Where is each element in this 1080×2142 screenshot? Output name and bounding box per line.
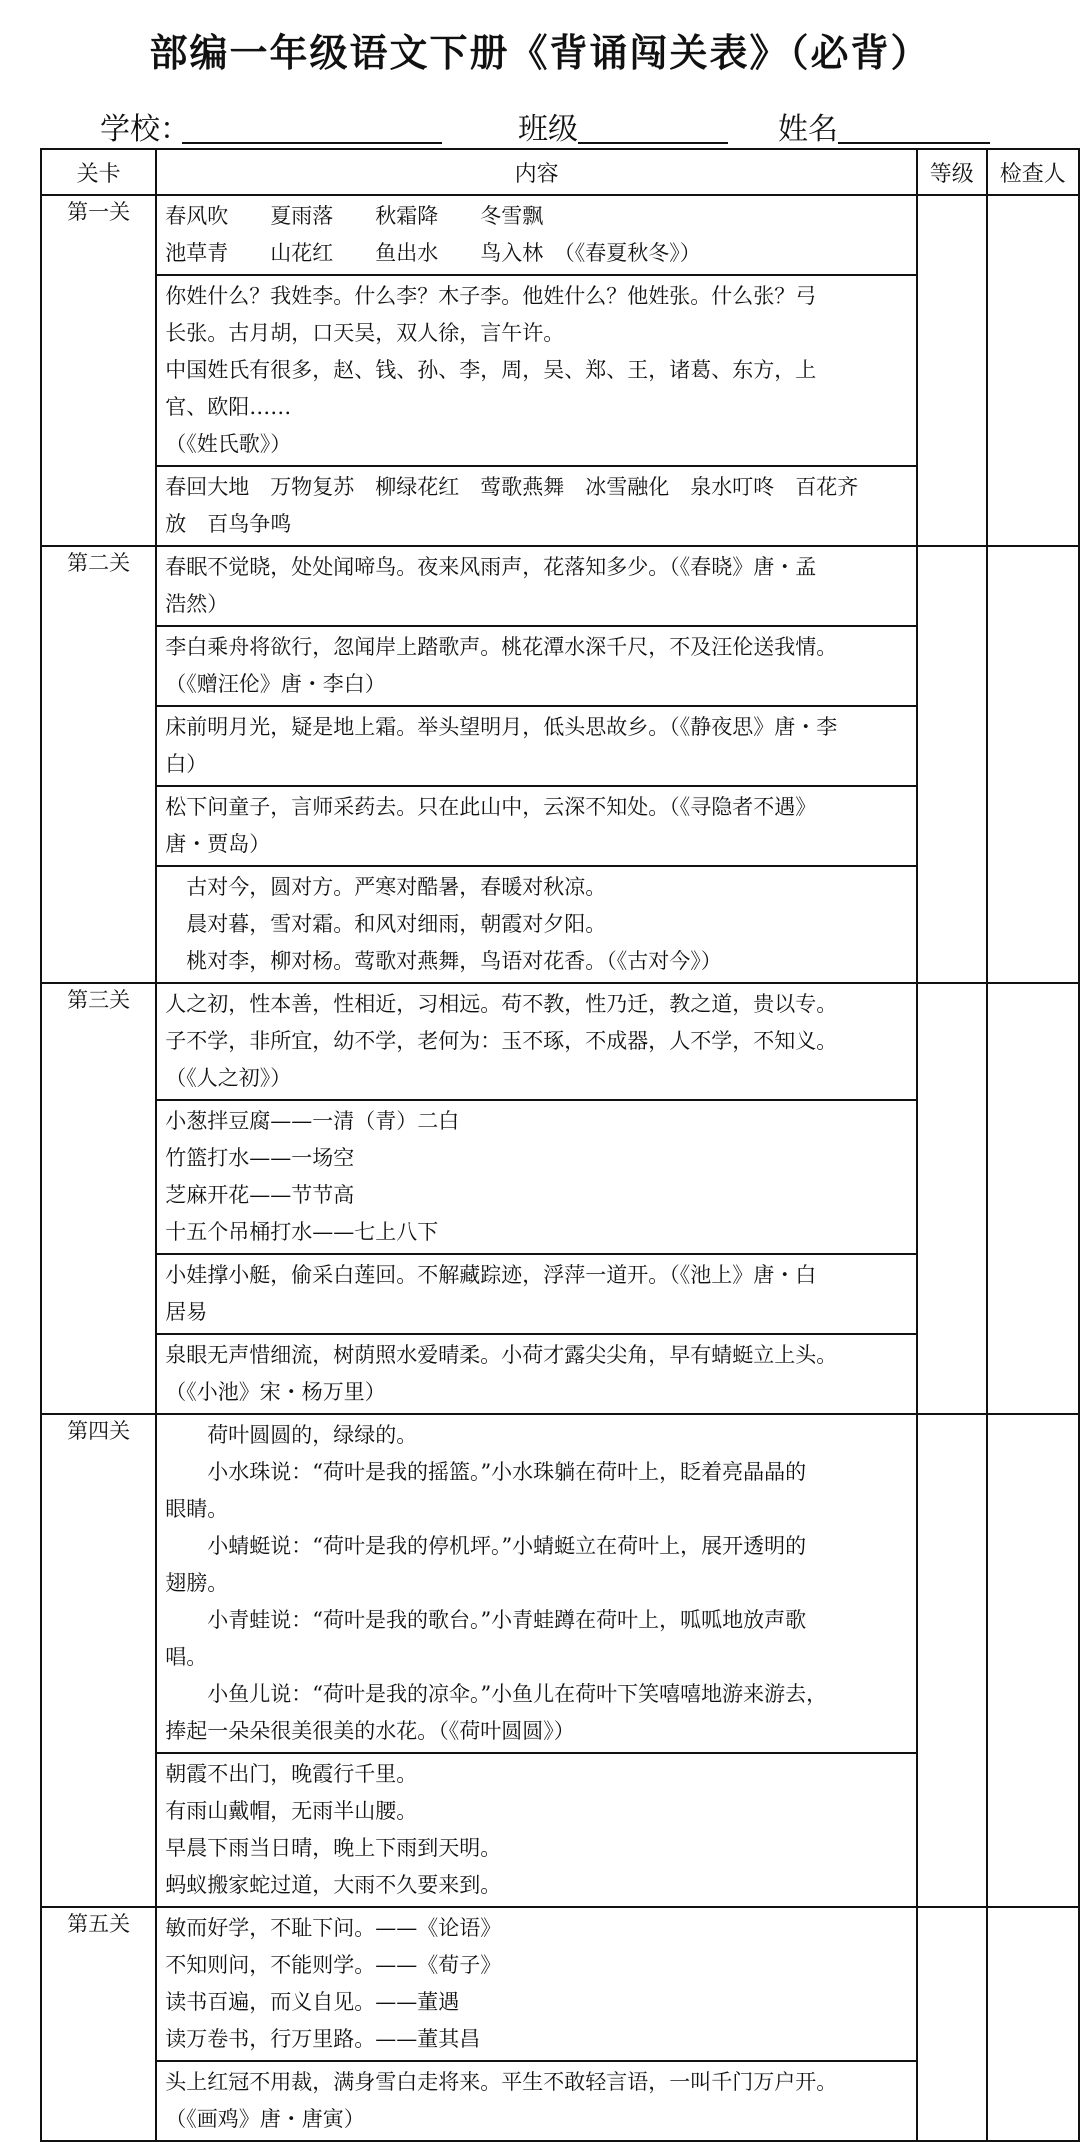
checker-cell[interactable]	[987, 983, 1079, 1414]
passage-line: 荷叶圆圆的，绿绿的。	[165, 1423, 418, 1447]
table-row	[41, 546, 1079, 983]
passage-line: 桃对李，柳对杨。莺歌对燕舞，鸟语对花香。（《古对今》）	[165, 949, 722, 973]
recitation-passage	[157, 196, 916, 276]
student-info-row	[0, 104, 1080, 148]
passage-line: 小鱼儿说：“荷叶是我的凉伞。”小鱼儿在荷叶下笑嘻嘻地游来游去，	[165, 1682, 828, 1706]
header-row	[41, 149, 1079, 195]
recitation-passage	[157, 707, 916, 787]
header-grade: 等级	[917, 149, 987, 195]
header-level: 关卡	[41, 149, 156, 195]
passage-line: 眼睛。	[165, 1497, 229, 1521]
recitation-passage	[157, 627, 916, 707]
passage-line: 中国姓氏有很多，赵、钱、孙、李，周，吴、郑、王，诸葛、东方，上	[165, 358, 817, 382]
passage-line: 床前明月光，疑是地上霜。举头望明月，低头思故乡。（《静夜思》唐・李	[165, 715, 838, 739]
passage-line: 池草青 山花红 鱼出水 鸟入林 （《春夏秋冬》）	[165, 241, 701, 265]
passage-line: 晨对暮，雪对霜。和风对细雨，朝霞对夕阳。	[165, 912, 607, 936]
grade-cell[interactable]	[917, 1414, 987, 1907]
passage-line: （《画鸡》唐・唐寅）	[165, 2107, 365, 2131]
recitation-passage	[157, 1335, 916, 1413]
passage-line: 春风吹 夏雨落 秋霜降 冬雪飘	[165, 204, 544, 228]
checker-cell[interactable]	[987, 1414, 1079, 1907]
header-content: 内容	[156, 149, 917, 195]
level-name: 第一关	[41, 195, 156, 546]
table-row	[41, 1414, 1079, 1907]
passage-line: （《姓氏歌》）	[165, 432, 292, 456]
passage-line: 小娃撑小艇，偷采白莲回。不解藏踪迹，浮萍一道开。（《池上》唐・白	[165, 1263, 817, 1287]
passage-line: 白）	[165, 752, 208, 776]
passage-line: 你姓什么？我姓李。什么李？木子李。他姓什么？他姓张。什么张？弓	[165, 284, 817, 308]
passage-line: 读书百遍，而义自见。——董遇	[165, 1990, 460, 2014]
passage-line: 读万卷书，行万里路。——董其昌	[165, 2027, 481, 2051]
level-name: 第四关	[41, 1414, 156, 1907]
grade-cell[interactable]	[917, 1907, 987, 2141]
grade-cell[interactable]	[917, 546, 987, 983]
passage-line: （《人之初》）	[165, 1066, 292, 1090]
passage-line: 小葱拌豆腐——一清（青）二白	[165, 1109, 460, 1133]
passage-line: 官、欧阳……	[165, 395, 292, 419]
passage-line: 唱。	[165, 1645, 208, 1669]
passage-line: 捧起一朵朵很美很美的水花。（《荷叶圆圆》）	[165, 1719, 575, 1743]
table-row	[41, 1907, 1079, 2141]
recitation-passage	[157, 1101, 916, 1255]
passage-line: 春眠不觉晓，处处闻啼鸟。夜来风雨声，花落知多少。（《春晓》唐・孟	[165, 555, 817, 579]
table-row	[41, 195, 1079, 546]
passage-line: 春回大地 万物复苏 柳绿花红 莺歌燕舞 冰雪融化 泉水叮咚 百花齐	[165, 475, 859, 499]
passage-line: 长张。古月胡，口天吴，双人徐，言午许。	[165, 321, 565, 345]
recitation-passage	[157, 1754, 916, 1906]
recitation-passage	[157, 276, 916, 467]
header-checker: 检查人	[987, 149, 1079, 195]
passage-line: 小青蛙说：“荷叶是我的歌台。”小青蛙蹲在荷叶上，呱呱地放声歌	[165, 1608, 807, 1632]
passage-line: 古对今，圆对方。严寒对酷暑，春暖对秋凉。	[165, 875, 607, 899]
passage-line: 泉眼无声惜细流，树荫照水爱晴柔。小荷才露尖尖角，早有蜻蜓立上头。	[165, 1343, 838, 1367]
content-cell	[156, 1907, 917, 2141]
passage-line: 十五个吊桶打水——七上八下	[165, 1220, 439, 1244]
recitation-passage	[157, 1415, 916, 1754]
class-label: 班级	[518, 112, 578, 147]
passage-line: 早晨下雨当日晴，晚上下雨到天明。	[165, 1836, 502, 1860]
grade-cell[interactable]	[917, 195, 987, 546]
passage-line: 朝霞不出门，晚霞行千里。	[165, 1762, 418, 1786]
page-title: 部编一年级语文下册《背诵闯关表》（必背）	[149, 31, 931, 75]
checker-cell[interactable]	[987, 546, 1079, 983]
passage-line: 浩然）	[165, 592, 229, 616]
passage-line: 翅膀。	[165, 1571, 229, 1595]
recitation-passage	[157, 867, 916, 982]
checker-cell[interactable]	[987, 1907, 1079, 2141]
name-field[interactable]	[838, 142, 990, 144]
passage-line: 蚂蚁搬家蛇过道，大雨不久要来到。	[165, 1873, 502, 1897]
passage-line: 唐・贾岛）	[165, 832, 271, 856]
checker-cell[interactable]	[987, 195, 1079, 546]
grade-cell[interactable]	[917, 983, 987, 1414]
recitation-passage	[157, 467, 916, 545]
passage-line: 小蜻蜓说：“荷叶是我的停机坪。”小蜻蜓立在荷叶上，展开透明的	[165, 1534, 807, 1558]
recitation-passage	[157, 547, 916, 627]
content-cell	[156, 195, 917, 546]
content-cell	[156, 546, 917, 983]
recitation-passage	[157, 1255, 916, 1335]
level-name: 第五关	[41, 1907, 156, 2141]
passage-line: 敏而好学，不耻下问。——《论语》	[165, 1916, 502, 1940]
recitation-table	[40, 148, 1080, 2142]
recitation-passage	[157, 2062, 916, 2140]
name-label: 姓名	[778, 112, 838, 147]
passage-line: （《小池》宋・杨万里）	[165, 1380, 386, 1404]
recitation-passage	[157, 787, 916, 867]
school-field[interactable]	[182, 142, 442, 144]
recitation-passage	[157, 1908, 916, 2062]
table-row	[41, 983, 1079, 1414]
passage-line: 松下问童子，言师采药去。只在此山中，云深不知处。（《寻隐者不遇》	[165, 795, 817, 819]
passage-line: 竹篮打水——一场空	[165, 1146, 355, 1170]
recitation-passage	[157, 984, 916, 1101]
passage-line: 芝麻开花——节节高	[165, 1183, 355, 1207]
table-body	[41, 195, 1079, 2141]
passage-line: 不知则问，不能则学。——《荀子》	[165, 1953, 502, 1977]
passage-line: 放 百鸟争鸣	[165, 512, 292, 536]
class-field[interactable]	[578, 142, 728, 144]
passage-line: 有雨山戴帽，无雨半山腰。	[165, 1799, 418, 1823]
passage-line: 居易	[165, 1300, 208, 1324]
content-cell	[156, 983, 917, 1414]
school-label: 学校：	[100, 112, 190, 147]
passage-line: 人之初，性本善，性相近，习相远。苟不教，性乃迁，教之道，贵以专。	[165, 992, 838, 1016]
passage-line: 子不学，非所宜，幼不学，老何为：玉不琢，不成器，人不学，不知义。	[165, 1029, 838, 1053]
passage-line: 李白乘舟将欲行，忽闻岸上踏歌声。桃花潭水深千尺，不及汪伦送我情。	[165, 635, 838, 659]
content-cell	[156, 1414, 917, 1907]
passage-line: 小水珠说：“荷叶是我的摇篮。”小水珠躺在荷叶上，眨着亮晶晶的	[165, 1460, 807, 1484]
level-name: 第二关	[41, 546, 156, 983]
passage-line: （《赠汪伦》唐・李白）	[165, 672, 386, 696]
level-name: 第三关	[41, 983, 156, 1414]
passage-line: 头上红冠不用裁，满身雪白走将来。平生不敢轻言语，一叫千门万户开。	[165, 2070, 838, 2094]
